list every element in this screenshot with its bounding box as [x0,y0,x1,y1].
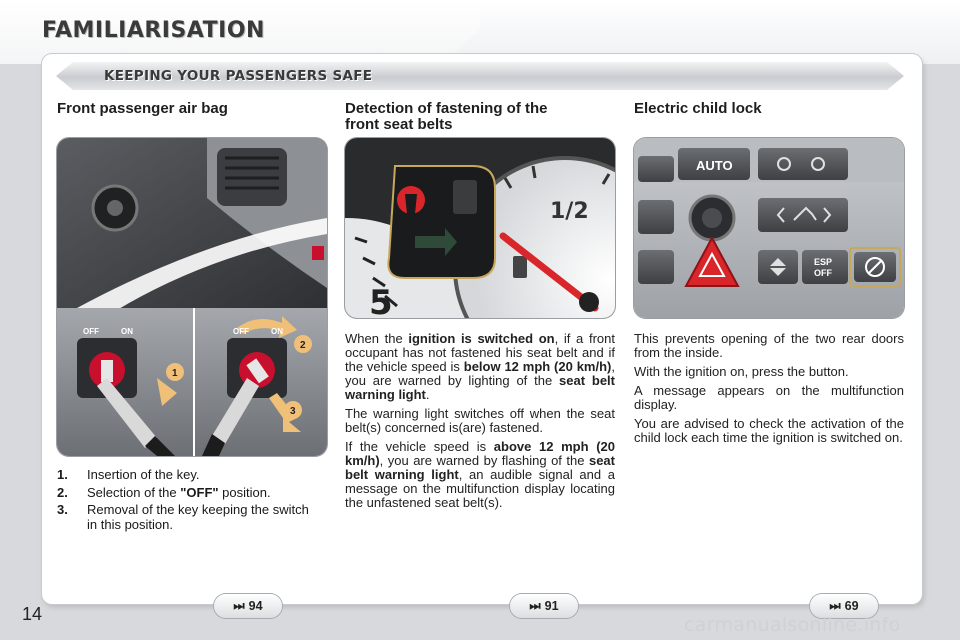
text-run: , if a front occupant has not fastened his seat belt and if the vehicle speed is [345,331,615,374]
skip-forward-icon: ⏭ [233,598,245,613]
callout-2: 2 [300,340,306,351]
ref-link-94[interactable] [214,594,282,618]
text-bold-run: ignition is switched on [408,331,555,346]
esp-label: ESP [814,257,833,267]
text-bold-run: below 12 mph (20 km/h) [463,359,612,374]
step-text-pre: Insertion of the key. [87,467,200,482]
step-1 [57,468,313,483]
seatbelt-paragraph-1 [345,332,615,402]
ref-link-91[interactable] [510,594,578,618]
text-run: , you are warned by flashing of the [379,453,589,468]
seatbelt-paragraph-2: The warning light switches off when the seat belt(s) concerned is(are) fastened. [345,406,615,435]
text-bold-run: seat belt warning light [345,373,615,402]
step-text-bold: "OFF" [180,484,219,500]
switch-on-label-2: ON [271,327,283,336]
step-2 [57,486,313,501]
step-number: 3. [57,502,68,517]
childlock-paragraph-4: You are advised to check the activation of the child lock each time the ignition is switched on. [634,416,904,445]
skip-forward-icon: ⏭ [529,598,541,613]
switch-off-label-2: OFF [233,327,249,336]
page-title: FAMILIARISATION [42,18,265,43]
step-text-pre: Selection of the [87,484,181,500]
step-text [87,468,200,483]
ref-page: 91 [544,599,559,613]
gauge-photo [345,138,615,318]
childlock-title: Electric child lock [634,100,762,117]
text-bold-run: above 12 mph (20 km/h) [345,439,615,468]
callout-1: 1 [172,368,178,379]
step-text [87,503,313,532]
step-text [87,486,271,501]
seatbelt-paragraph-3 [345,440,615,510]
text-run: , an audible signal and a message on the multifunction display locating the unfastened seat belt(s). [345,467,615,510]
seatbelt-title [345,101,548,133]
skip-forward-icon: ⏭ [829,598,841,613]
gauge-five-label: 5 [369,283,393,318]
text-run: If the vehicle speed is [345,439,494,454]
childlock-text [634,332,904,450]
text-run: When the [345,331,409,346]
childlock-paragraph-2: With the ignition on, press the button. [634,364,849,379]
step-number: 2. [57,484,68,500]
airbag-steps [57,468,313,535]
childlock-paragraph-3: A message appears on the multifunction display. [634,383,904,412]
watermark: carmanualsonline.info [684,614,901,636]
esp-off-label: OFF [814,268,832,278]
switch-off-label: OFF [83,327,99,336]
text-run: , you are warned by lighting of the [345,359,615,388]
seatbelt-title-line1: Detection of fastening of the [345,100,548,117]
airbag-photo [57,138,327,456]
gauge-half-label: 1/2 [550,199,589,224]
callout-3: 3 [290,406,296,417]
console-photo [634,138,904,318]
airbag-title: Front passenger air bag [57,100,228,117]
switch-on-label: ON [121,327,133,336]
text-bold-run: seat belt warning light [345,453,615,482]
ref-page: 69 [844,599,859,613]
step-text-pre: Removal of the key keeping the switch in this position. [87,502,309,532]
step-3 [57,503,313,532]
section-title: KEEPING YOUR PASSENGERS SAFE [104,68,373,84]
auto-button-label: AUTO [696,158,733,173]
step-number: 1. [57,467,68,482]
text-run: . [425,387,430,402]
seatbelt-title-line2: front seat belts [345,116,453,133]
seatbelt-text [345,332,615,515]
ref-page: 94 [248,599,263,613]
childlock-paragraph-1: This prevents opening of the two rear doors from the inside. [634,331,904,360]
page-number: 14 [22,604,43,624]
step-text-post: position. [218,484,271,500]
